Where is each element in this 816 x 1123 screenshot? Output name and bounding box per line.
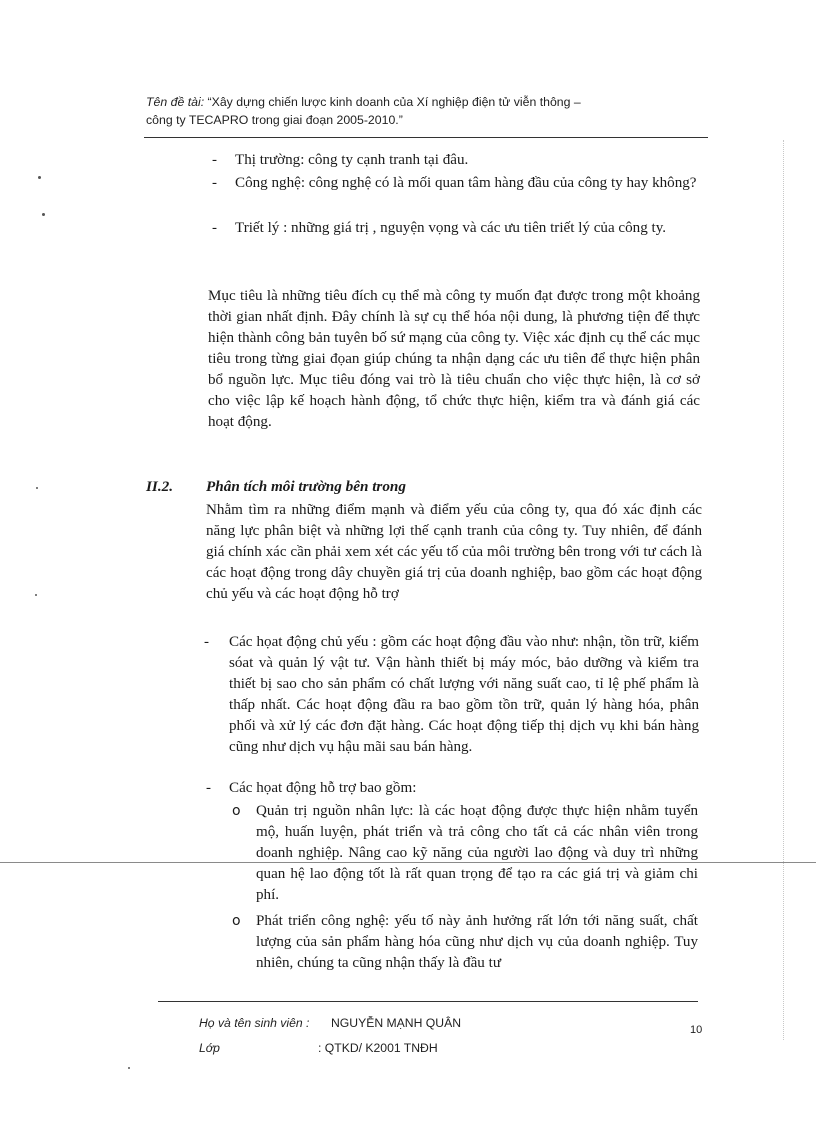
footer-name-label: Họ và tên sinh viên : <box>199 1016 310 1030</box>
section-number: II.2. <box>146 478 174 495</box>
header-lead: Tên đề tài: <box>146 95 205 109</box>
bullet-mark: - <box>204 634 209 650</box>
bullet-mark: - <box>212 220 217 236</box>
bullet-support-activities: Các họat động hỗ trợ bao gồm: <box>229 780 417 796</box>
bullet-mark: - <box>212 175 217 191</box>
scan-speck <box>35 594 37 596</box>
circle-bullet-icon: o <box>232 913 241 929</box>
bullet-mark: - <box>206 780 211 796</box>
bullet-market: Thị trường: công ty cạnh tranh tại đâu. <box>235 152 469 168</box>
scan-speck <box>36 487 38 489</box>
header-title-line2: công ty TECAPRO trong giai đoạn 2005-2010.” <box>146 113 403 127</box>
bullet-technology: Công nghệ: công nghệ có là mối quan tâm hàng đầu của công ty hay không? <box>235 175 697 191</box>
footer-rule <box>158 1001 698 1002</box>
subbullet-technology-development: Phát triển công nghệ: yếu tố này ảnh hưởng rất lớn tới năng suất, chất lượng của sản phẩm hàng hóa cũng như dịch vụ của doanh nghiệp. Tuy nhiên, chúng ta cũng nhận thấy là đầu tư <box>256 913 698 971</box>
circle-bullet-icon: o <box>232 803 241 819</box>
section-title: Phân tích môi trường bên trong <box>206 478 406 495</box>
page-header <box>146 93 706 129</box>
objectives-paragraph: Mục tiêu là những tiêu đích cụ thể mà công ty muốn đạt được trong một khoảng thời gian nhất định. Đây chính là sự cụ thể hóa nội dung, là phương tiện để thực hiện thành công bản tuyên bố sứ mạng của công ty. Việc xác định cụ thể các mục tiêu trong từng giai đọan giúp chúng ta nhận dạng các ưu tiên để thực hiện phân bổ nguồn lực. Mục tiêu đóng vai trò là tiêu chuẩn cho việc thực hiện, là cơ sở cho việc lập kế hoạch hành động, tổ chức thực hiện, kiểm tra và đánh giá các hoạt động. <box>208 288 700 430</box>
scan-artifact-line <box>0 862 816 863</box>
scan-speck <box>38 176 41 179</box>
page-number: 10 <box>690 1024 703 1036</box>
subbullet-human-resources: Quản trị nguồn nhân lực: là các hoạt động được thực hiện nhằm tuyển mộ, huấn luyện, phát triển và trả công cho tất cả các nhân viên trong doanh nghiệp. Nâng cao kỹ năng của người lao động và duy trì những quan hệ lao động tốt là rất quan trọng để tạo ra các giá trị và giảm chi phí. <box>256 803 698 903</box>
scan-speck <box>128 1067 130 1069</box>
bullet-primary-activities: Các họat động chủ yếu : gồm các hoạt động đầu vào như: nhận, tồn trữ, kiểm sóat và quản lý vật tư. Vận hành thiết bị máy móc, bảo dưỡng và kiểm tra thiết bị sao cho sản phẩm có chất lượng với năng suất cao, tỉ lệ phế phẩm là thấp nhất. Các hoạt động đầu ra bao gồm tồn trữ, quản lý hàng hóa, phân phối và xử lý các đơn đặt hàng. Các hoạt động tiếp thị dịch vụ khi bán hàng cũng như dịch vụ hậu mãi sau bán hàng. <box>229 634 699 755</box>
header-title-line1: “Xây dựng chiến lược kinh doanh của Xí nghiệp điện tử viễn thông – <box>204 95 581 109</box>
footer-class-value: : QTKD/ K2001 TNĐH <box>318 1041 438 1055</box>
section-intro-paragraph: Nhằm tìm ra những điểm mạnh và điểm yếu của công ty, qua đó xác định các năng lực phân biệt và những lợi thế cạnh tranh của công ty. Tuy nhiên, để đánh giá chính xác cần phải xem xét các yếu tố của môi trường bên trong với tư cách là các hoạt động trong dây chuyền giá trị của doanh nghiệp, bao gồm các hoạt động chủ yếu và các hoạt động hỗ trợ <box>206 502 702 602</box>
header-rule <box>144 137 708 138</box>
footer-class-label: Lớp <box>199 1041 220 1055</box>
scan-speck <box>42 213 45 216</box>
scan-edge-line <box>783 140 784 1040</box>
bullet-philosophy: Triết lý : những giá trị , nguyện vọng và các ưu tiên triết lý của công ty. <box>235 220 667 236</box>
footer-name-value: NGUYỄN MẠNH QUÂN <box>331 1016 462 1030</box>
bullet-mark: - <box>212 152 217 168</box>
